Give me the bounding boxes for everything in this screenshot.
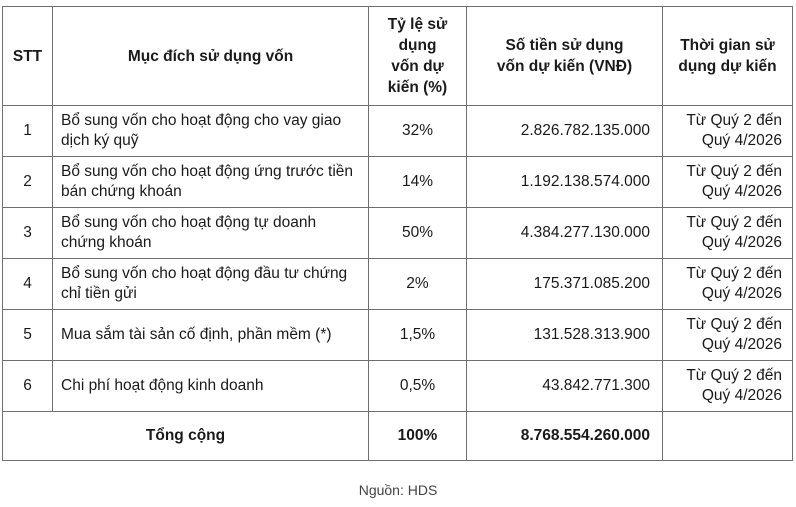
table-row xyxy=(3,259,793,310)
cell-stt: 5 xyxy=(3,310,53,361)
cell-stt: 2 xyxy=(3,157,53,208)
table-row xyxy=(3,208,793,259)
cell-amount: 175.371.085.200 xyxy=(467,259,663,310)
source-caption: Nguồn: HDS xyxy=(358,482,438,498)
table-total-row xyxy=(3,412,793,461)
cell-stt: 3 xyxy=(3,208,53,259)
cell-time: Từ Quý 2 đến Quý 4/2026 xyxy=(663,310,793,361)
cell-amount: 131.528.313.900 xyxy=(467,310,663,361)
cell-purpose: Bổ sung vốn cho hoạt động cho vay giao dịch ký quỹ xyxy=(53,106,369,157)
cell-purpose: Bổ sung vốn cho hoạt động ứng trước tiền bán chứng khoán xyxy=(53,157,369,208)
cell-purpose: Mua sắm tài sản cố định, phần mềm (*) xyxy=(53,310,369,361)
cell-ratio: 1,5% xyxy=(369,310,467,361)
cell-ratio: 50% xyxy=(369,208,467,259)
cell-time: Từ Quý 2 đến Quý 4/2026 xyxy=(663,259,793,310)
header-time: Thời gian sử dụng dự kiến xyxy=(663,7,793,106)
table-header-row xyxy=(3,7,793,106)
header-purpose: Mục đích sử dụng vốn xyxy=(53,7,369,106)
capital-usage-table xyxy=(2,6,793,461)
cell-time: Từ Quý 2 đến Quý 4/2026 xyxy=(663,157,793,208)
cell-purpose: Bổ sung vốn cho hoạt động đầu tư chứng chỉ tiền gửi xyxy=(53,259,369,310)
cell-stt: 1 xyxy=(3,106,53,157)
header-amount: Số tiền sử dụng vốn dự kiến (VNĐ) xyxy=(467,7,663,106)
capital-usage-table-container xyxy=(2,6,792,461)
table-row xyxy=(3,157,793,208)
cell-stt: 6 xyxy=(3,361,53,412)
total-label: Tổng cộng xyxy=(3,412,369,461)
cell-amount: 1.192.138.574.000 xyxy=(467,157,663,208)
total-amount: 8.768.554.260.000 xyxy=(467,412,663,461)
cell-time: Từ Quý 2 đến Quý 4/2026 xyxy=(663,361,793,412)
header-ratio: Tỷ lệ sử dụng vốn dự kiến (%) xyxy=(369,7,467,106)
table-row xyxy=(3,106,793,157)
cell-amount: 4.384.277.130.000 xyxy=(467,208,663,259)
cell-time: Từ Quý 2 đến Quý 4/2026 xyxy=(663,208,793,259)
cell-ratio: 2% xyxy=(369,259,467,310)
table-row xyxy=(3,361,793,412)
cell-purpose: Bổ sung vốn cho hoạt động tự doanh chứng khoán xyxy=(53,208,369,259)
table-row xyxy=(3,310,793,361)
cell-purpose: Chi phí hoạt động kinh doanh xyxy=(53,361,369,412)
total-ratio: 100% xyxy=(369,412,467,461)
total-time-empty xyxy=(663,412,793,461)
cell-time: Từ Quý 2 đến Quý 4/2026 xyxy=(663,106,793,157)
header-stt: STT xyxy=(3,7,53,106)
cell-stt: 4 xyxy=(3,259,53,310)
cell-amount: 2.826.782.135.000 xyxy=(467,106,663,157)
cell-amount: 43.842.771.300 xyxy=(467,361,663,412)
cell-ratio: 32% xyxy=(369,106,467,157)
cell-ratio: 14% xyxy=(369,157,467,208)
cell-ratio: 0,5% xyxy=(369,361,467,412)
